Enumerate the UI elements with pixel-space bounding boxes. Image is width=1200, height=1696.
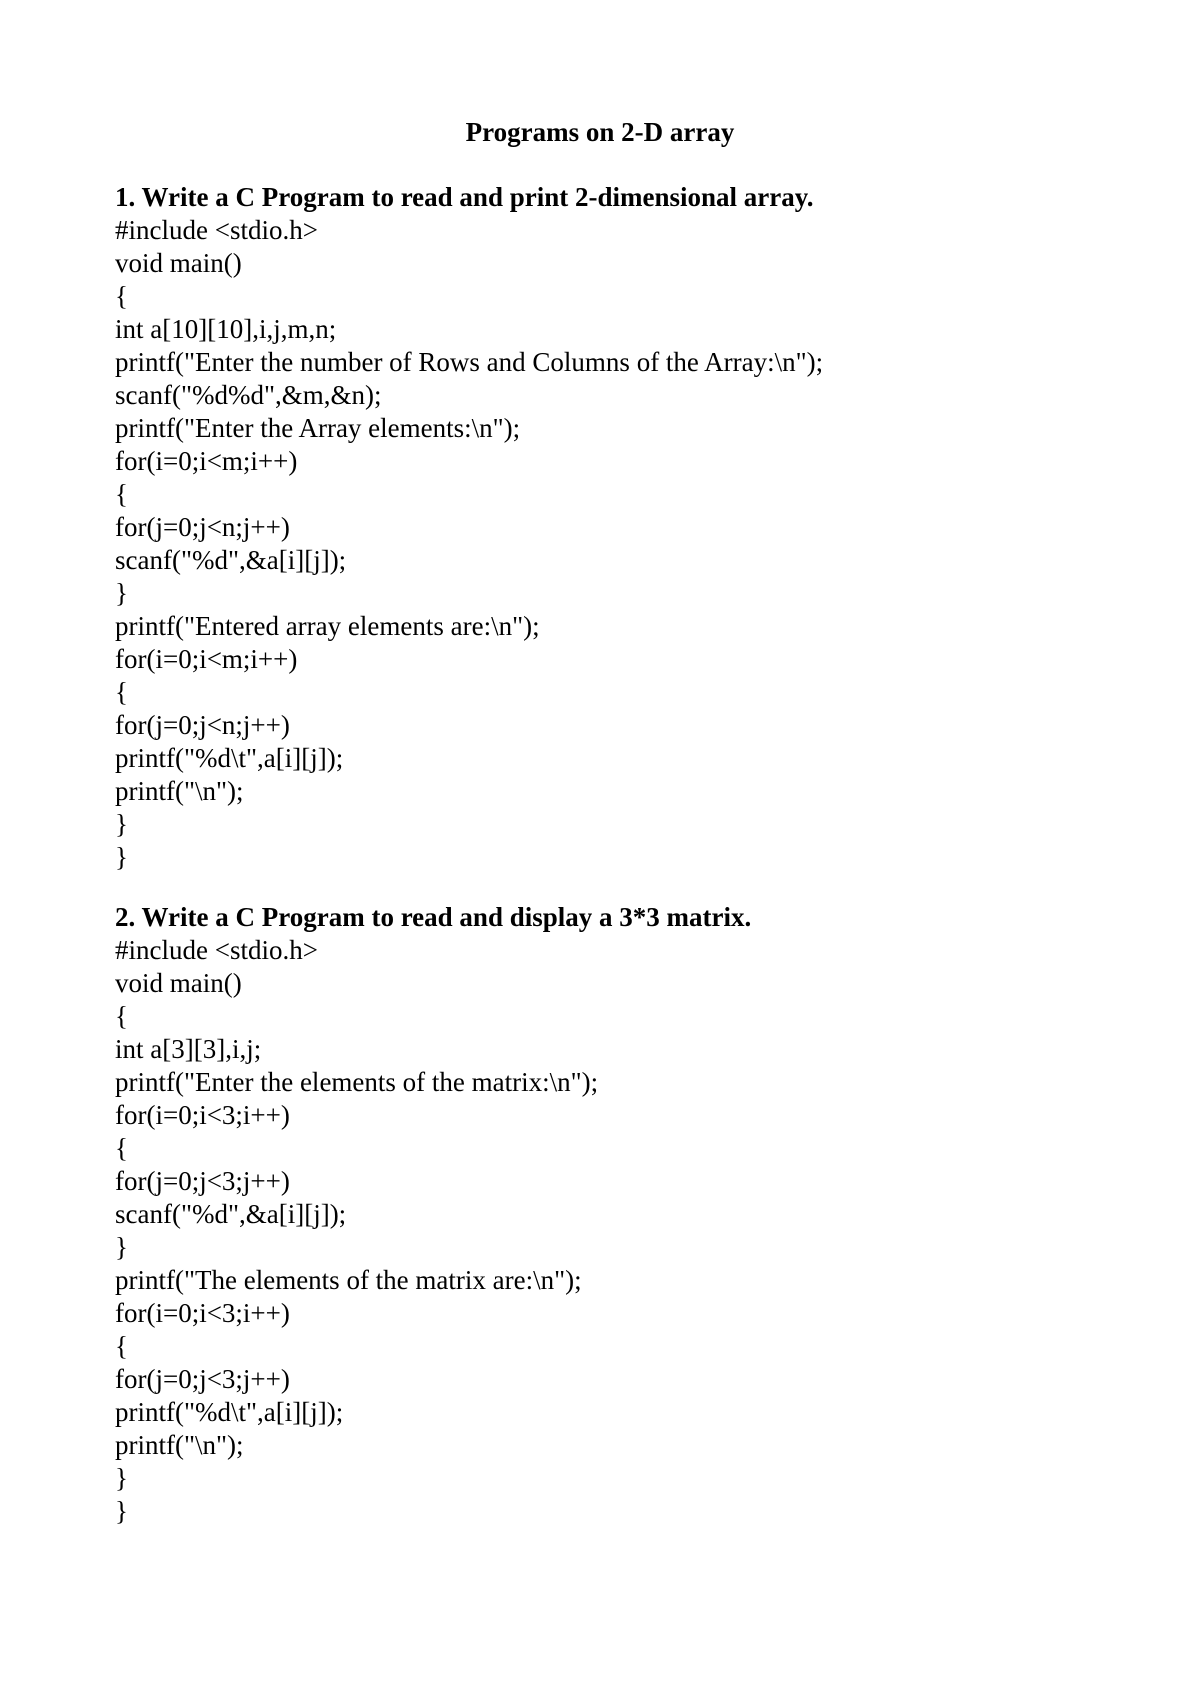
code-line: } [115,1232,128,1262]
code-line: } [115,809,128,839]
code-line: printf("%d\t",a[i][j]); [115,743,344,773]
page-title: Programs on 2-D array [465,117,735,147]
code-line: printf("\n"); [115,1430,244,1460]
code-line: scanf("%d",&a[i][j]); [115,1199,347,1229]
code-line: { [115,1001,128,1031]
code-line: #include <stdio.h> [115,215,318,245]
program-2-code [115,934,1115,1528]
code-line: #include <stdio.h> [115,935,318,965]
code-line: void main() [115,248,242,278]
program-1-code [115,214,1115,874]
code-line: for(i=0;i<3;i++) [115,1100,290,1130]
code-line: for(j=0;j<3;j++) [115,1166,290,1196]
code-line: } [115,1496,128,1526]
code-line: void main() [115,968,242,998]
code-line: } [115,1463,128,1493]
program-2-heading: 2. Write a C Program to read and display a 3*3 matrix. [115,902,752,932]
code-line: int a[3][3],i,j; [115,1034,262,1064]
code-line: for(i=0;i<3;i++) [115,1298,290,1328]
code-line: { [115,1133,128,1163]
code-line: printf("Enter the Array elements:\n"); [115,413,521,443]
code-line: printf("Enter the number of Rows and Columns of the Array:\n"); [115,347,824,377]
code-line: for(j=0;j<3;j++) [115,1364,290,1394]
code-line: for(i=0;i<m;i++) [115,446,298,476]
program-2 [115,901,1115,1528]
code-line: int a[10][10],i,j,m,n; [115,314,337,344]
code-line: for(i=0;i<m;i++) [115,644,298,674]
code-line: scanf("%d%d",&m,&n); [115,380,382,410]
code-line: printf("Entered array elements are:\n"); [115,611,540,641]
code-line: printf("%d\t",a[i][j]); [115,1397,344,1427]
program-1 [115,181,1115,874]
code-line: } [115,842,128,872]
code-line: { [115,281,128,311]
code-line: { [115,677,128,707]
code-line: for(j=0;j<n;j++) [115,710,290,740]
code-line: printf("\n"); [115,776,244,806]
code-line: printf("Enter the elements of the matrix:\n"); [115,1067,599,1097]
code-line: scanf("%d",&a[i][j]); [115,545,347,575]
code-line: { [115,1331,128,1361]
code-line: for(j=0;j<n;j++) [115,512,290,542]
code-line: } [115,578,128,608]
code-line: { [115,479,128,509]
code-line: printf("The elements of the matrix are:\n"); [115,1265,582,1295]
program-1-heading: 1. Write a C Program to read and print 2-dimensional array. [115,182,814,212]
